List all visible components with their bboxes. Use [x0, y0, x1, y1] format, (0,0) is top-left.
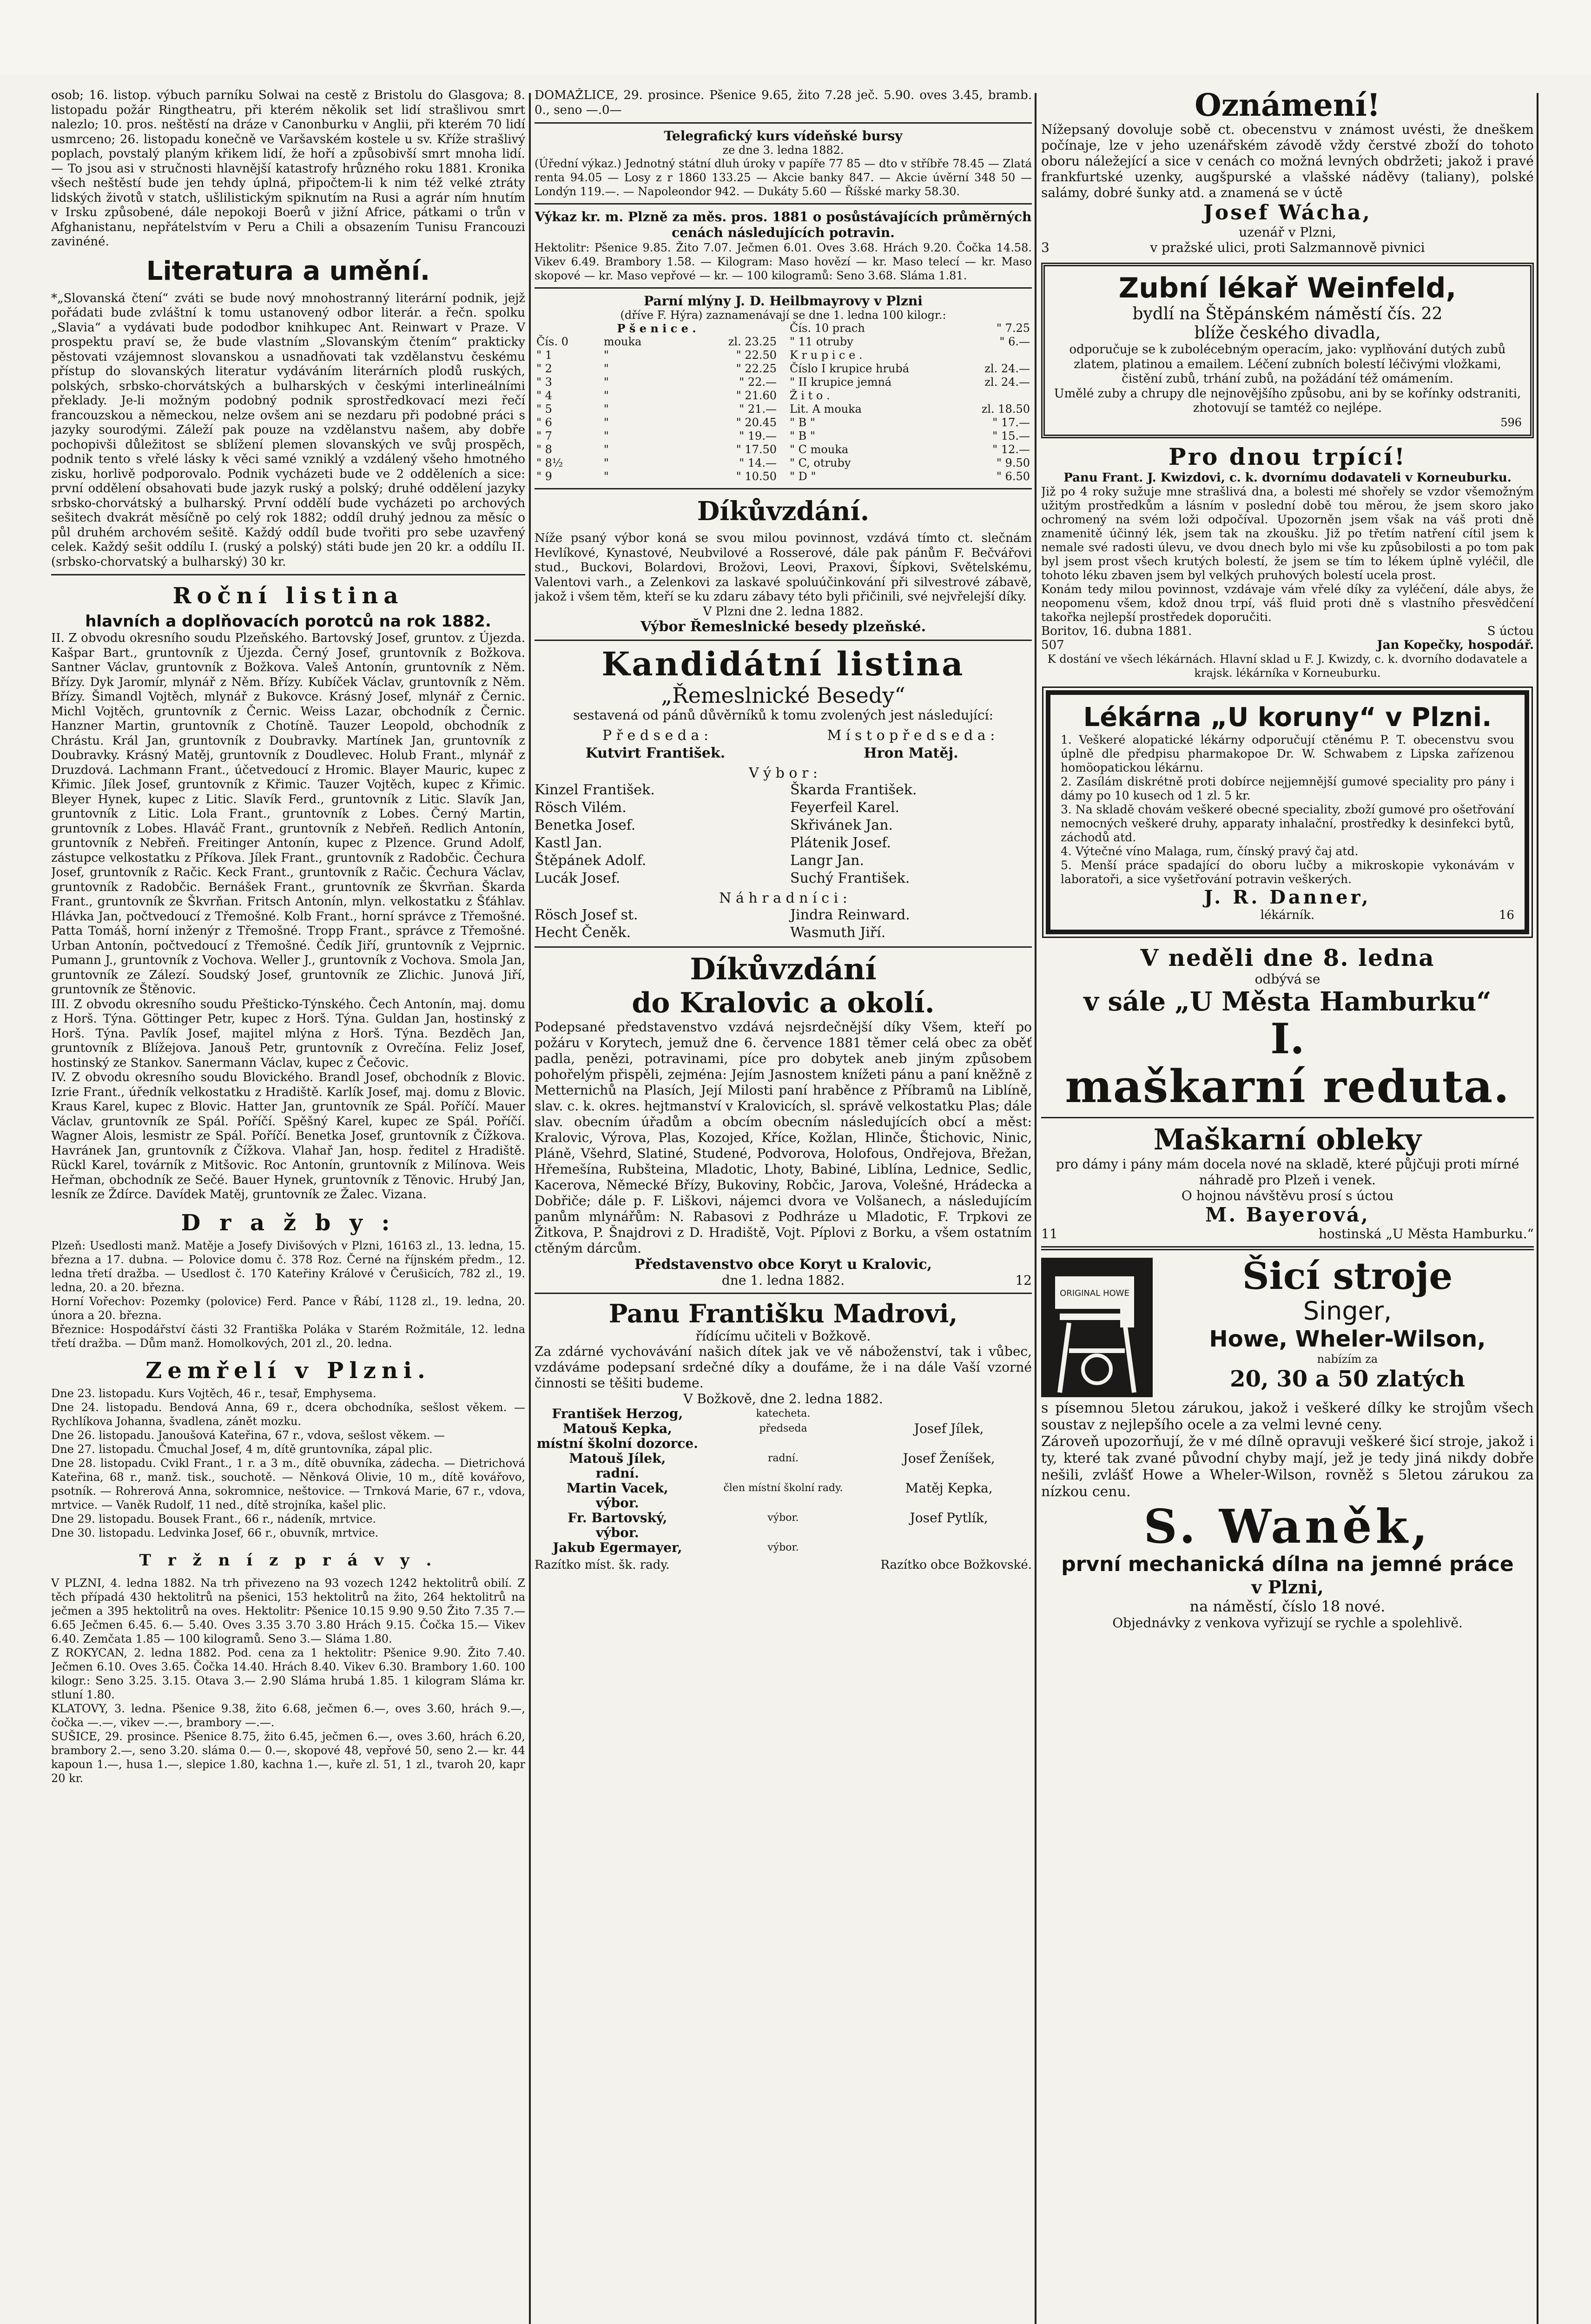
pharmacy-signature: J. R. Danner, [1204, 886, 1371, 908]
ad-number: 12 [1015, 1273, 1032, 1288]
table-cell: " 6.50 [996, 470, 1030, 483]
wanek-city: v Plzni, [1251, 1576, 1324, 1598]
divider [535, 287, 1032, 289]
table-cell: " 19.— [739, 429, 777, 442]
annual-list-text: II. Z obvodu okresního soudu Plzeňského. Bartovský Josef, gruntov. z Újezda. Kašpar Bart., gruntovník z Újezda. Černý Josef, gruntovník z Božkova. Santner Václav, gruntovník z Božkova. Valeš Antonín, gruntovník z Něm. Břízy. Dyk Jaromír, mlynář z Něm. Břízy. Kubíček Václav, gruntovník z Něm. Břízy. Šimandl Vojtěch, mlynář z Bukovce. Krásný Josef, mlynář z Černic. Michl Vojtěch, gruntovník z Černic. Weiss Lazar, obchodník z Černic. Hanzner Martin, gruntovník z Chotíně. Tauzer Leopold, obchodník z Chrástu. Král Jan, gruntovník z Doubravky. Martínek Jan, gruntovník z Doubravky. Krásný Matěj, gruntovník z Doudlevec. Holub Frant., mlynář z Druzdová. Lachmann Frant., účetvedoucí z Hromic. Blayer Mauric, kupec z Křimic. Jílek Josef, gruntovník z Křimic. Tauzer Vojtěch, kupec z Křimic. Bleyer Hynek, kupec z Litic. Slavík Ferd., gruntovník z Litic. Slavík Jan, gruntovník z Litic. Lola Frant., gruntovník z Lobes. Černý Martin, gruntovník z Lobes. Hlaváč Frant., gruntovník z Nebřeň. Redlich Antonín, gruntovník z Nebřeň. Freitinger Antonín, kupec z Plzence. Grund Adolf, zástupce velkostatku z Příkova. Jílek Frant., gruntovník z Radobčic. Čechura Josef, gruntovník z Račic. Keck Frant., gruntovník z Račic. Čechura Václav, gruntovník z Radobčic. Bernášek Frant., gruntovník ze Škvrňan. Škarda Frant., gruntovník ze Škvrňan. Fritsch Antonín, mlyn. velkostatku z Šťáhlav. Hlávka Jan, počtvedoucí z Třemošné. Kolb Frant., horní správce z Třemošné. Patta Tomáš, horní inženýr z Třemošné. Tropp Frant., správce z Třemošné. Urban Antonín, počtvedoucí z Třemošné. Čedík Jiří, gruntovník z Vejprnic. Pumann J., gruntovník z Vochova. Weller J., gruntovník z Vochova. Smola Jan, gruntovník ze Zálezí. Soudský Josef, gruntovník ze Zlichic. Junová Jiří, gruntovník ze Štěnovic. III. Z obvodu okresního soudu Přešticko-Týnského. Čech Antonín, maj. domu z Horš. Týna. Göttinger Petr, kupec z Horš. Týna. Guldan Jan, hostinský z Horš. Týna. Pavlík Josef, majitel mlýna z Horš. Týna. Bezděch Jan, gruntovník z Blížejova. Janouš Petr, gruntovník z Ovrečína. Feliz Josef, hostinský ze Stankov. Sanermann Václav, kupec z Čečovic. IV. Z obvodu okresního soudu Blovického. Brandl Josef, obchodník z Blovic. Izrie Frant., úředník velkostatku z Hradiště. Karlík Josef, maj. domu z Blovic. Kraus Karel, kupec z Blovic. Hatter Jan, gruntovník ze Spál. Poříčí. Mauer Václav, gruntovník ze Spál. Poříčí. Spěšný Karel, kupec ze Spál. Poříčí. Wagner Alois, lesmistr ze Spál. Poříčí. Benetka Josef, gruntovník z Čížkova. Havránek Jan, gruntovník z Čížkova. Vlahař Jan, hosp. ředitel z Hradiště. Rückl Karel, továrník z Mitšovic. Roc Antonín, gruntovník z Milínova. Weis Heřman, obchodník ze Sečé. Bauer Hynek, gruntovník z Těnovic. Hrubý Jan, lesník ze Ždírce. Davídek Matěj, gruntovník ze Žalec. Vizana. [51, 631, 525, 1202]
pharmacy-role-row [1061, 908, 1514, 922]
committee-member: Rösch Vilém. [535, 799, 627, 816]
candidate-list-heading: Kandidátní listina [601, 644, 965, 683]
table-cell: Ž i t o . [790, 389, 830, 402]
table-cell [959, 389, 1032, 403]
signer-cell: radní. [595, 1466, 639, 1481]
table-cell: " [603, 403, 609, 416]
domazlice-report: DOMAŽLICE, 29. prosince. Pšenice 9.65, žito 7.28 ječ. 5.90. oves 3.45, bramb. 0., seno —.0— [535, 88, 1032, 117]
signer-cell [700, 1525, 866, 1540]
signer-cell: katecheta. [756, 1408, 811, 1419]
ball-date-heading: V neděli dne 8. ledna [1140, 944, 1435, 971]
candidate-officers [535, 727, 1032, 762]
committee-member: Skřivánek Jan. [790, 817, 893, 833]
signer-cell: předseda [759, 1423, 807, 1434]
signer-cell: člen místní školní rady. [723, 1482, 843, 1494]
table-cell: " 22.25 [736, 362, 777, 375]
signer-cell: Josef Pytlík, [910, 1510, 988, 1525]
annual-list-subheading: hlavních a doplňovacích porotců na rok 1882. [85, 612, 491, 631]
mills-other-table [788, 322, 1032, 483]
candidate-list-intro: sestavená od pánů důvěrníků k tomu zvolených jest následující: [573, 707, 994, 723]
wheat-price-row [535, 389, 779, 403]
divider [535, 488, 1032, 489]
table-cell: " C mouka [790, 443, 849, 456]
table-cell: " 14.— [739, 456, 777, 469]
announcement-address-row [1041, 240, 1534, 255]
table-cell: " [603, 470, 609, 483]
thanks-text-2: Podepsané představenstvo vzdává nejsrdečnější díky Všem, kteří po požáru v Korytech, jemuž dne 6. července 1881 těmer celá obec za oběť padla, penězi, potravinami, píce pro dobytek aneb jiným způsobem pohořelým přispěli, zejména: Jejím Jasnostem knížeti pánu a paní kněžně z Metternichů na Plasích, Její Milosti paní hraběnce z Příbramů na Liblíně, slav. c. k. okres. hejtmanství v Kralovicích, sl. správě velkostatku Plas; dále slav. obecním úřadům a obcím obecním následujících obcí a měst: Kralovic, Výrova, Plas, Kozojed, Kříce, Kožlan, Hlinče, Štichovic, Ninic, Pláně, Všehrd, Slatiné, Studené, Podvorova, Holofous, Ondřejova, Břežan, Hřemešína, Rubšteina, Mladotic, Lhoty, Babiné, Liblína, Lednice, Sedlic, Kacerova, Německé Břízy, Bukoviny, Robčic, Jarova, Volešné, Hrádecka a Dobřiče; dále p. F. Liškovi, nájemci dvora ve Volšanech, a následujícím panům mlynářům: N. Rabasovi z Podhráze u Mladotic, F. Trpkovi ze Žitkova, P. Šnajdrovi z D. Hradiště, Vojt. Píplovi z Borku, a všem ostatním ctěným dárcům. [535, 1019, 1032, 1256]
literature-heading: Literatura a umění. [146, 256, 430, 286]
signer-cell [866, 1436, 1032, 1451]
signer-cell [700, 1436, 866, 1451]
gout-signer: Jan Kopečky, hospodář. [1377, 638, 1534, 652]
other-price-list [788, 322, 1032, 483]
substitutes-list [535, 906, 1032, 942]
column-right [1041, 88, 1534, 2324]
dentist-heading: Zubní lékař Weinfeld, [1118, 272, 1457, 304]
signer-cell [700, 1466, 866, 1481]
gout-place-row [1041, 624, 1534, 638]
mills-price-table [535, 322, 1032, 483]
gout-heading: Pro dnou trpící! [1168, 442, 1406, 470]
table-cell: " [603, 416, 609, 429]
table-cell: " 21.60 [736, 389, 777, 402]
table-cell: " [603, 362, 609, 375]
costumes-heading: Maškarní obleky [1153, 1122, 1422, 1156]
committee-member: Kastl Jan. [535, 835, 602, 851]
signer-cell: výbor. [595, 1525, 639, 1540]
table-cell: Čís. 10 prach [790, 322, 865, 335]
table-cell: " 22.— [739, 376, 777, 389]
committee-member: Langr Jan. [790, 852, 864, 869]
table-cell: " 10.50 [736, 470, 777, 483]
table-cell: " [603, 389, 609, 402]
report-heading: Výkaz kr. m. Plzně za měs. pros. 1881 o posůstávajících průměrných cenách následujících potravin. [535, 209, 1032, 240]
announcement-address: v pražské ulici, proti Salzmannově pivnici [1150, 240, 1425, 255]
wheat-price-row [535, 429, 779, 443]
ad-number: 3 [1041, 240, 1050, 255]
thanks-subheading-2: do Kralovic a okolí. [632, 987, 935, 1019]
table-cell: " 22.50 [736, 349, 777, 362]
table-cell: " [603, 429, 609, 442]
table-cell: " 17.— [992, 416, 1030, 429]
page-top-margin [0, 0, 1591, 74]
wheat-price-row [535, 456, 779, 470]
table-cell: " [603, 376, 609, 389]
chairman-label: P ř e d s e d a : [602, 727, 709, 744]
announcement-heading: Oznámení! [1195, 88, 1380, 123]
wanek-footer: Objednávky z venkova vyřizují se rychle a spolehlivě. [1112, 1615, 1463, 1631]
substitutes-left [535, 906, 776, 942]
divider [51, 574, 525, 575]
wheat-price-list [535, 335, 779, 483]
signer-cell: Matěj Kepka, [905, 1480, 993, 1496]
madr-subheading: řídícímu učiteli v Božkově. [695, 1328, 871, 1344]
costumes-text: pro dámy i pány mám docela nové na skladě, které půjčuji proti mírné náhradě pro Plzeň i venek. [1056, 1156, 1519, 1188]
divider [1041, 1246, 1534, 1250]
table-cell: " 20.45 [736, 416, 777, 429]
table-cell [959, 349, 1032, 362]
table-cell: " 7 [536, 429, 552, 442]
price-row [788, 389, 1032, 403]
wheat-price-row [535, 362, 779, 376]
signer-cell [866, 1466, 1032, 1481]
signer-row [535, 1496, 1032, 1511]
sewing-offer-label: nabízím za [1317, 1352, 1378, 1366]
price-row [788, 456, 1032, 470]
table-cell: " 17.50 [736, 443, 777, 456]
signer-row [535, 1406, 1032, 1421]
price-row [788, 335, 1032, 349]
wanek-address: na náměstí, číslo 18 nové. [1189, 1597, 1386, 1615]
annual-list-heading: Roční listina [172, 583, 404, 609]
sewing-text-2: Zároveň upozorňují, že v mé dílně opravuji veškeré šicí stroje, jakož i ty, které tak zvané původní chyby mají, jež je tedy jiná nikdy dobře nešili, zvlášť Howe a Wheler-Wilson, rovněž s 5letou zárukou za nízkou cenu. [1041, 1433, 1534, 1500]
table-cell: " B " [790, 429, 815, 442]
wheat-price-row [535, 376, 779, 389]
pharmacy-ad [1046, 690, 1529, 934]
table-cell: " 7.25 [996, 322, 1030, 335]
column-rule-3 [1537, 93, 1538, 2324]
gout-place: Boritov, 16. dubna 1881. [1041, 624, 1192, 638]
signer-cell: Josef Ženíšek, [903, 1451, 995, 1466]
intro-paragraph: osob; 16. listop. výbuch parníku Solwai na cestě z Bristolu do Glasgova; 8. listopadu požár Ringtheatru, při kterém několik set lidí strašlivou smrt nalezlo; 10. pros. neštěstí na dráze v Canonburku v Anglii, při kterém 70 lidí usmrceno; 26. listopadu konečně ve Varšavském kostele u sv. Kříže strašlivý poplach, povstalý planým křikem lidí, že hoří a způsobivší smrt mnoha lidí. — To jsou asi v stručnosti hlavnější katastrofy hrůzného roku 1881. Kronika všech neštěstí bude jen tehdy úplná, připočtem-li k nim též velké ztráty lidských životů v statch, ušlilistickým spiknutím na Rusi a agrár ním hnutím v Irsku způsobené, dále nepokoji Boerů v jižní Africe, pátkami o trůn v Afghanistanu, nepřátelstvím v Peru a Chili a obsazením Tunisu Francouzi zavinéné. [51, 88, 525, 249]
table-cell: " [603, 456, 609, 469]
wheat-price-row [535, 403, 779, 416]
table-cell: " [603, 349, 609, 362]
madr-heading: Panu Františku Madrovi, [608, 1299, 958, 1328]
thanks-text-1: Níže psaný výbor koná se svou milou povinnost, vzdává tímto ct. slečnám Hevlíkové, Kynastové, Neubvilové a Rosserové, dále pak pánům F. Bečvářovi stud., Buckovi, Bolardovi, Brožovi, Leovi, Praxovi, Šípkovi, Světelskému, Valentovi varh., a Zelenkovi za laskavé spoluúčinkování při silvestrové zábavě, jakož i všem těm, kteří se ku zdaru zábavy této byli přičinili, své nejvřelejší díky. [535, 531, 1032, 604]
thanks-signature-1: Výbor Řemeslnické besedy plzeňské. [640, 618, 926, 635]
pharmacy-heading: Lékárna „U koruny“ v Plzni. [1083, 702, 1492, 733]
table-cell: " 3 [536, 376, 552, 389]
substitutes-right [790, 906, 1032, 942]
table-cell: " 9.50 [996, 456, 1030, 469]
table-cell: " 8 [536, 443, 552, 456]
auctions-heading: D r a ž b y : [181, 1209, 396, 1236]
deaths-text: Dne 23. listopadu. Kurs Vojtěch, 46 r., tesař, Emphysema. Dne 24. listopadu. Bendová Anna, 69 r., dcera obchodníka, sešlost věkem. — Rychlíkova Johanna, švadlena, zánět mozku. Dne 26. listopadu. Janoušová Kateřina, 67 r., vdova, sešlost věkem. — Dne 27. listopadu. Čmuchal Josef, 4 m, dítě gruntovníka, zápal plic. Dne 28. listopadu. Cvikl Frant., 1 r. a 3 m., dítě obuvníka, zádecha. — Dietrichová Kateřina, 68 r., manž. tisk., souchotě. — Něnková Olivie, 10 m., dítě kovářovo, psotník. — Rohrerová Anna, sokromnice, neštovice. — Trnková Marie, 67 r., vdova, mrtvice. — Vaněk Rudolf, 11 ned., dítě strojníka, kašel plic. Dne 29. listopadu. Bousek Frant., 66 r., nádeník, mrtvice. Dne 30. listopadu. Ledvinka Josef, 66 r., obuvník, mrtvice. [51, 1386, 525, 1539]
signer-cell: výbor. [767, 1542, 799, 1553]
price-row [788, 416, 1032, 429]
signer-cell: místní školní dozorce. [536, 1436, 698, 1451]
madr-stamps [535, 1558, 1032, 1572]
stamp-school-board: Razítko míst. šk. rady. [535, 1558, 670, 1572]
divider [535, 946, 1032, 948]
table-cell: Číslo I krupice hrubá [790, 362, 910, 375]
committee-right [790, 781, 1032, 887]
table-cell: zl. 24.— [984, 376, 1030, 389]
vice-chairman-name: Hron Matěj. [864, 745, 958, 761]
divider [535, 122, 1032, 124]
literature-text: *„Slovanská čtení“ zváti se bude nový mnohostranný literární podnik, jejž pořádati bude zvláštní k tomu ustanovený odbor literár. a řečn. spolku „Slavia“ a vydávati bude pododbor knihkupec Ant. Reinwart v Praze. V prospektu praví se, že bude vlastním „Slovanským čtením“ prakticky pěstovati vzájemnost slovanskou a usnadňovati tak vzdělanstvu českému přístup do slovanských literatur vydáváním literárních plodů ruských, polských, srbsko-chorvátských a bulharských v českými interlineálními překlady. Je-li možným podobný podnik sprostředkovací mezi řečí francouzskou a německou, nelze ovšem ani se nezdaru při podobné práci s jazyky sourodými. Záleží pak pouze na vzdělanstvu našem, aby dobře pochopivši důležitost se sblížení plemen slovanských ve svůj prospěch, podnik tento s vřelé lásky k věci samé vzniklý a vzdálený všeho hmotného zisku, horlivě podporovalo. Podnik vycházeti bude ve 2 odděleních a sice: první oddělení obsahovati bude jazyk ruský a polský; druhé oddělení jazyky srbsko-chorvátský a bulharský. První oddělí bude vycházeti po archových sešitech dvakrát měsíčně po celý rok 1882; oddíl druhý jednou za měsíc o půl druhém archovém sešitě. Každý oddíl bude tvořiti pro sebe uzavřený celek. Každý sešit oddílu I. (ruský a polský) státi bude jen 20 kr. a oddílu II. (srbsko-chorvatský a bulharský) 30 kr. [51, 291, 525, 569]
price-row [788, 403, 1032, 416]
dentist-text: odporučuje se k zubolécebným operacím, jako: vyplňování dutých zubů zlatem, platinou a emailem. Léčení zubních bolestí léčivými vložkami, čistění zubů, trhání zubů, na požádání též omámením. [1069, 343, 1506, 386]
signer-row [535, 1451, 1032, 1466]
table-cell: " 2 [536, 362, 552, 375]
gout-text: Již po 4 roky sužuje mne strašlivá dna, a bolesti mé shořely se vzdor všemožným užitým prostředkům a lásním v poslední době tou měrou, že jsem skoro jako ochromený na svém loži odpočíval. Upozorněn jsem však na váš proti dně znamenitě účinný lék, jsem tak na zkoušku. Již po třetím natření cítil jsem k nemale své radosti úlevu, ve dvou dnech bylo mi vše ku způsobilosti a po tom pak byl jsem prost všech krutých bolestí, že jsem se tím to lékem úplně vyléčil, dle tohoto léku zbaven jsem byl velkých pruhových bolestí ucela prost. Konám tedy milou povinnost, vzdávaje vám vřelé díky za vyléčení, dále abys, že neopomenu všem, kdož dnou trpí, váš fluid proti dně s vlastního přesvědčení takořka nejlepší prostředek doporučiti. [1041, 484, 1534, 624]
column-middle [535, 88, 1032, 2324]
thanks-date-1: V Plzni dne 2. ledna 1882. [703, 604, 864, 619]
table-cell: Čís. 0 [536, 335, 568, 348]
signer-row [535, 1540, 1032, 1555]
table-cell: " 6.— [999, 335, 1030, 348]
costumes-name: M. Bayerová, [1205, 1203, 1370, 1226]
column-rule-2 [1035, 93, 1036, 2324]
market-heading: T r ž n í z p r á v y . [139, 1551, 437, 1570]
stamp-municipality: Razítko obce Božkovské. [880, 1558, 1032, 1572]
substitute-member: Wasmuth Jiří. [790, 924, 886, 941]
signer-cell [866, 1406, 1032, 1421]
committee-member: Suchý František. [790, 870, 910, 886]
committee-list [535, 781, 1032, 887]
thanks-heading-1: Díkůvzdání. [697, 496, 870, 527]
chairman-name: Kutvirt František. [585, 745, 726, 761]
signer-cell: radní. [768, 1452, 799, 1464]
price-row [788, 349, 1032, 362]
table-cell: " 12.— [992, 443, 1030, 456]
substitute-member: Jindra Reinward. [790, 907, 910, 923]
auctions-text: Plzeň: Usedlosti manž. Matěje a Josefy Divišových v Plzni, 16163 zl., 13. ledna, 15. března a 17. dubna. — Polovice domu č. 378 Roz. Černé na říjnském předm., 12. ledna třetí dražba. — Usedlost č. 170 Kateřiny Králové v Čerušicích, 782 zl., 19. ledna, 20. a 20. března. Horní Vořechov: Pozemky (polovice) Ferd. Pance v Řábí, 1128 zl., 19. ledna, 20. února a 20. března. Březnice: Hospodářství části 32 Františka Poláka v Starém Rožmitále, 12. ledna třetí dražba. — Dům manž. Homolkových, 201 zl., 20. ledna. [51, 1239, 525, 1350]
table-cell: " 6 [536, 416, 552, 429]
pharmacy-item: 5. Menší práce spadající do oboru lučby a mikroskopie vykonávám v laboratoři, a sice vyšetřování potravin veškerých. [1061, 858, 1514, 886]
wanek-subheading: první mechanická dílna na jemné práce [1061, 1552, 1514, 1576]
telegraph-heading: Telegrafický kurs vídeňské bursy [664, 128, 903, 144]
table-cell: zl. 18.50 [981, 403, 1030, 416]
column-rule-1 [529, 93, 531, 2324]
table-cell: " D " [790, 470, 816, 483]
thanks-date-2-row [535, 1273, 1032, 1288]
deaths-heading: Zemřelí v Plzni. [145, 1357, 431, 1384]
sewing-machine-ad [1041, 1255, 1534, 1500]
signer-cell: František Herzog, [552, 1406, 683, 1421]
madr-date: V Božkově, dne 2. ledna 1882. [683, 1391, 883, 1406]
wheat-price-row [535, 470, 779, 483]
table-cell: " [603, 443, 609, 456]
wheat-price-row [535, 335, 779, 349]
committee-member: Plátenik Josef. [790, 835, 891, 851]
divider [535, 1293, 1032, 1294]
mills-wheat-heading: P š e n i c e . [617, 322, 696, 335]
price-row [788, 470, 1032, 483]
dentist-ad [1041, 263, 1534, 438]
wheat-price-row [535, 349, 779, 362]
signer-row [535, 1421, 1032, 1436]
thanks-signature-2: Představenstvo obce Koryt u Kralovic, [634, 1256, 932, 1273]
price-row [788, 376, 1032, 389]
costumes-role: hostinská „U Města Hamburku.“ [1318, 1226, 1534, 1241]
divider [1041, 1117, 1534, 1118]
gout-footer: K dostání ve všech lékárnách. Hlavní sklad u F. J. Kwizdy, c. k. dvorního dodavatele a krajsk. lékárníka v Korneuburku. [1047, 652, 1528, 680]
committee-member: Kinzel František. [535, 782, 655, 798]
wheat-price-row [535, 416, 779, 429]
costumes-role-row [1041, 1226, 1534, 1241]
pharmacy-role: lékárník. [1260, 908, 1315, 922]
telegraph-text: (Úřední výkaz.) Jednotný státní dluh úroky v papíře 77 85 — dto v stříbře 78.45 — Zlatá renta 94.05 — Losy z r 1860 133.25 — Akcie banky 847. — Akcie úvěrní 348 50 — Londýn 119.—. — Napoleondor 942. — Dukáty 5.60 — Říšské marky 58.30. [535, 157, 1032, 198]
committee-member: Benetka Josef. [535, 817, 636, 833]
signer-row [535, 1481, 1032, 1496]
thanks-heading-2: Díkůvzdání [690, 952, 877, 987]
announcement-text: Nížepsaný dovoluje sobě ct. obecenstvu v známost uvésti, že dneškem počínaje, lze v jeho uzenářském závodě vždy čerstvé zboží do tohoto oboru náležející a sice v cenách co možná levných obdržeti; jakož i pravé frankfurtské uzenky, augšpurské a vlašské náděvy (taliany), polské salámy, dobré šunky atd. a znamená se v úctě [1041, 122, 1534, 200]
table-cell: " 9 [536, 470, 552, 483]
divider [535, 203, 1032, 205]
report-text: Hektolitr: Pšenice 9.85. Žito 7.07. Ječmen 6.01. Oves 3.68. Hrách 9.20. Čočka 14.58. Vikev 6.49. Brambory 1.58. — Kilogram: Maso hovězí — kr. Maso telecí — kr. Maso skopové — kr. Maso vepřové — kr. — 100 kilogramů: Seno 3.68. Sláma 1.81. [535, 241, 1032, 282]
signer-row [535, 1466, 1032, 1481]
sewing-machine-illustration [1041, 1258, 1153, 1397]
dentist-address: bydlí na Štěpánském náměstí čís. 22 [1132, 304, 1443, 324]
gout-respect: S úctou [1487, 624, 1534, 638]
table-cell: " 4 [536, 389, 552, 402]
signer-cell: Matouš Jílek, [569, 1451, 666, 1466]
wanek-heading: S. Waněk, [1143, 1499, 1432, 1554]
costumes-tail: O hojnou návštěvu prosí s úctou [1181, 1188, 1394, 1203]
committee-member: Štěpánek Adolf. [535, 852, 647, 869]
table-cell: " 8½ [536, 456, 563, 469]
signer-cell: výbor. [595, 1495, 639, 1511]
telegraph-date: ze dne 3. ledna 1882. [722, 144, 844, 157]
price-row [788, 322, 1032, 335]
committee-member: Škarda František. [790, 782, 917, 798]
madr-text: Za zdárné vychovávání našich dítek jak ve vě náboženství, tak i vůbec, vzdáváme podepsaní srdečné díky a doufáme, že i na dále Vaší vzorné činnosti se těšiti budeme. [535, 1344, 1032, 1391]
committee-member: Feyerfeil Karel. [790, 799, 900, 816]
pharmacy-item: 2. Zasílám diskrétně proti dobírce nejjemnější gumové speciality pro pány i dámy po 10 kusech od 1 zl. 5 kr. [1061, 774, 1514, 802]
ad-number: 11 [1041, 1226, 1058, 1241]
vice-chairman-label: M í s t o p ř e d s e d a : [827, 727, 995, 744]
signer-row [535, 1511, 1032, 1525]
signer-cell [866, 1540, 1032, 1555]
pharmacy-items [1061, 733, 1514, 886]
sewing-price: 20, 30 a 50 zlatých [1230, 1366, 1465, 1392]
sewing-heading: Šicí stroje [1242, 1254, 1453, 1298]
ball-subheading: odbývá se [1254, 971, 1320, 987]
column-left [51, 88, 525, 2324]
dentist-landmark: blíže českého divadla, [1194, 324, 1381, 343]
table-cell: " C, otruby [790, 456, 851, 469]
substitutes-label: N á h r a d n í c i : [719, 890, 847, 906]
divider [535, 640, 1032, 641]
committee-member: Lucák Josef. [535, 870, 621, 886]
signer-cell [866, 1496, 1032, 1511]
table-cell: Lit. A mouka [790, 403, 862, 416]
signer-cell: Matouš Kepka, [562, 1421, 672, 1436]
table-cell: " 15.— [992, 429, 1030, 442]
table-cell: " 11 otruby [790, 335, 853, 348]
thanks-date-2: dne 1. ledna 1882. [721, 1273, 845, 1288]
table-cell: mouka [603, 335, 642, 348]
ad-number: 507 [1041, 638, 1064, 652]
table-cell: " II krupice jemná [790, 376, 892, 389]
price-row [788, 443, 1032, 456]
pharmacy-item: 1. Veškeré alopatické lékárny odporučují ctěnému P. T. obecenstvu svou úplně dle předpisu pharmakopoe Dr. W. Schwabem z Lipska zařízenou homöopatickou lékárnu. [1061, 733, 1514, 774]
price-row [788, 429, 1032, 443]
candidate-list-subheading: „Řemeslnické Besedy“ [661, 682, 905, 708]
mills-heading: Parní mlýny J. D. Heilbmayrovy v Plzni [644, 293, 923, 309]
mills-wheat-table [535, 322, 779, 483]
dentist-text-2: Umělé zuby a chrupy dle nejnovějšího způsobu, ani by se kořínky odstraniti, zhotovují se tamtéž co nejlépe. [1054, 386, 1521, 415]
price-row [788, 362, 1032, 376]
table-cell: " B " [790, 416, 815, 429]
signer-cell: výbor. [767, 1512, 799, 1524]
committee-left [535, 781, 776, 887]
committee-label: V ý b o r : [748, 765, 818, 781]
table-cell: " 5 [536, 403, 552, 416]
sewing-brand-2: Howe, Wheler-Wilson, [1209, 1326, 1486, 1352]
gout-signer-row [1041, 638, 1534, 652]
market-text: V PLZNI, 4. ledna 1882. Na trh přivezeno na 93 vozech 1242 hektolitrů obilí. Z těch případá 430 hektolitrů na pšenici, 153 hektolitrů na žito, 264 hektolitrů na ječmen a 395 hektolitrů na oves. Hektolitr: Pšenice 10.15 9.90 9.50 Žito 7.35 7.— 6.65 Ječmen 6.45. 6.— 5.40. Oves 3.35 3.70 3.80 Hrách 9.15. Čočka 15.— Vikev 6.40. Zemčata 1.85 — 100 kilogramů. Seno 3.— Sláma 1.80. Z ROKYCAN, 2. ledna 1882. Pod. cena za 1 hektolitr: Pšenice 9.90. Žito 7.40. Ječmen 6.10. Oves 3.65. Čočka 14.40. Hrách 8.40. Vikev 6.30. Brambory 1.60. 100 kilogr.: Seno 3.25. 3.15. Otava 3.— 2.90 Sláma hrubá 1.85. 1 kilogram Sláma kr. stluní 1.80. KLATOVY, 3. ledna. Pšenice 9.38, žito 6.68, ječmen 6.—, oves 3.60, hrách 9.—, čočka —.—, vikev —.—, brambory —.—. SUŠICE, 29. prosince. Pšenice 8.75, žito 6.45, ječmen 6.—, oves 3.60, hrách 6.20, brambory 2.—, seno 3.20. sláma 0.— 0.—, skopové 48, vepřové 50, seno 2.— kr. 44 kapoun 1.—, husa 1.—, slepice 1.80, kachna 1.—, kuře zl. 51, 1 zl., tvaroh 20, kapr 20 kr. [51, 1576, 525, 1785]
machine-label: ORIGINAL HOWE [1060, 1288, 1129, 1298]
sewing-text: s písemnou 5letou zárukou, jakož i veškeré dílky ke strojům všech soustav z nejlepšího ocele a za velmi levné ceny. [1041, 1400, 1534, 1433]
signer-cell: Martin Vacek, [566, 1480, 668, 1496]
ad-number: 16 [1499, 908, 1514, 922]
sewing-brand-1: Singer, [1303, 1296, 1392, 1326]
gout-subheading: Panu Frant. J. Kwizdovi, c. k. dvornímu dodavateli v Korneuburku. [1063, 470, 1512, 485]
signer-cell: Jakub Egermayer, [553, 1540, 682, 1555]
announcement-role: uzenář v Plzni, [1239, 224, 1336, 240]
ball-venue: v sále „U Města Hamburku“ [1083, 986, 1492, 1017]
table-cell: " 1 [536, 349, 552, 362]
table-cell: " 21.— [739, 403, 777, 416]
signer-cell: Josef Jílek, [914, 1421, 984, 1436]
signer-cell [866, 1525, 1032, 1540]
table-cell: zl. 23.25 [728, 335, 777, 348]
ball-title: maškarní reduta. [1065, 1060, 1510, 1113]
madr-signers [535, 1406, 1032, 1555]
wheat-price-row [535, 443, 779, 456]
table-cell: zl. 24.— [984, 362, 1030, 375]
signer-row [535, 1436, 1032, 1451]
pharmacy-item: 4. Výtečné víno Malaga, rum, čínský pravý čaj atd. [1061, 844, 1359, 858]
signer-cell [700, 1496, 866, 1511]
ad-number: 596 [1500, 416, 1522, 429]
mills-subheading: (dříve F. Hýra) zaznamenávají se dne 1. ledna 100 kilogr.: [620, 309, 946, 322]
substitute-member: Hecht Čeněk. [535, 924, 631, 941]
table-cell: K r u p i c e . [790, 349, 863, 362]
ball-number: I. [1270, 1014, 1305, 1063]
announcement-name: Josef Wácha, [1203, 201, 1372, 224]
substitute-member: Rösch Josef st. [535, 907, 638, 923]
signer-row [535, 1525, 1032, 1540]
signer-cell: Fr. Bartovský, [568, 1510, 667, 1525]
pharmacy-item: 3. Na skladě chovám veškeré obecné speciality, zboží gumové pro ošetřování nemocných veškeré druhy, apparaty inhalační, prostředky k desinfekci bytů, záchodů atd. [1061, 802, 1514, 844]
